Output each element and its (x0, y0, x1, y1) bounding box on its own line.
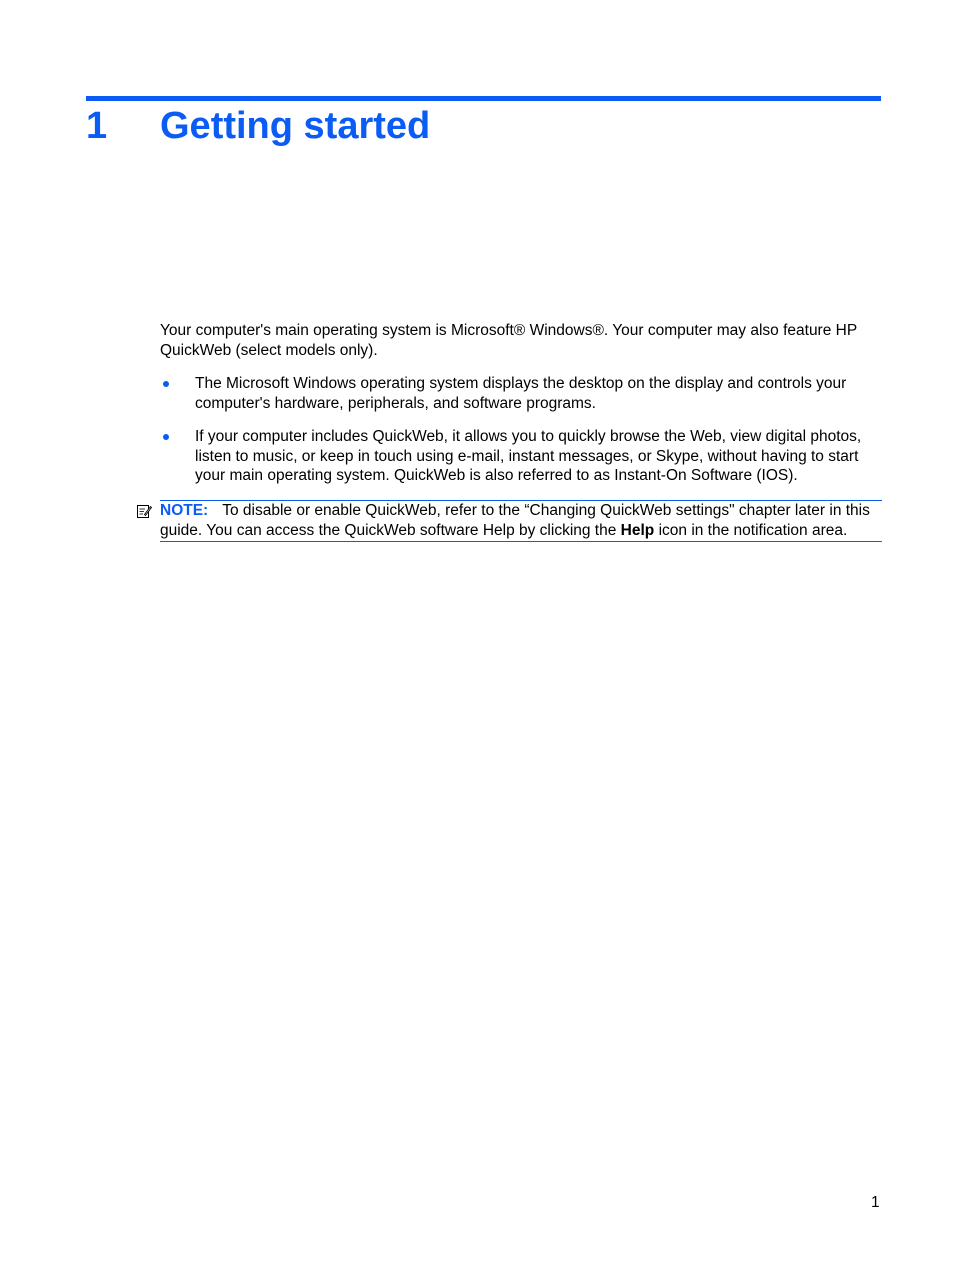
chapter-title: Getting started (160, 105, 431, 147)
note-text (160, 502, 870, 539)
body-content (160, 321, 882, 500)
list-item (160, 374, 882, 413)
note-label: NOTE: (160, 502, 209, 519)
chapter-number: 1 (86, 105, 108, 147)
note-box (160, 500, 882, 542)
page-number: 1 (871, 1194, 880, 1211)
note-pencil-icon (136, 503, 152, 519)
list-item-text: If your computer includes QuickWeb, it allows you to quickly browse the Web, view digital photos, listen to music, or keep in touch using e-mail, instant messages, or Skype, without having to start your main operating system. QuickWeb is also referred to as Instant-On Software (IOS). (195, 428, 862, 484)
note-text-after: icon in the notification area. (654, 521, 848, 539)
list-item-text: The Microsoft Windows operating system displays the desktop on the display and controls your computer's hardware, peripherals, and software programs. (195, 375, 847, 412)
note-text-before: To disable or enable QuickWeb, refer to the “Changing QuickWeb settings" chapter later in this guide. You can access the QuickWeb software Help by clicking the (160, 502, 870, 539)
intro-paragraph: Your computer's main operating system is Microsoft® Windows®. Your computer may also feature HP QuickWeb (select models only). (160, 322, 857, 359)
bullet-dot-icon (163, 381, 169, 387)
list-item (160, 427, 882, 486)
chapter-rule (86, 96, 881, 101)
bullet-dot-icon (163, 434, 169, 440)
note-help-bold: Help (620, 521, 655, 539)
bullet-list (160, 374, 882, 486)
